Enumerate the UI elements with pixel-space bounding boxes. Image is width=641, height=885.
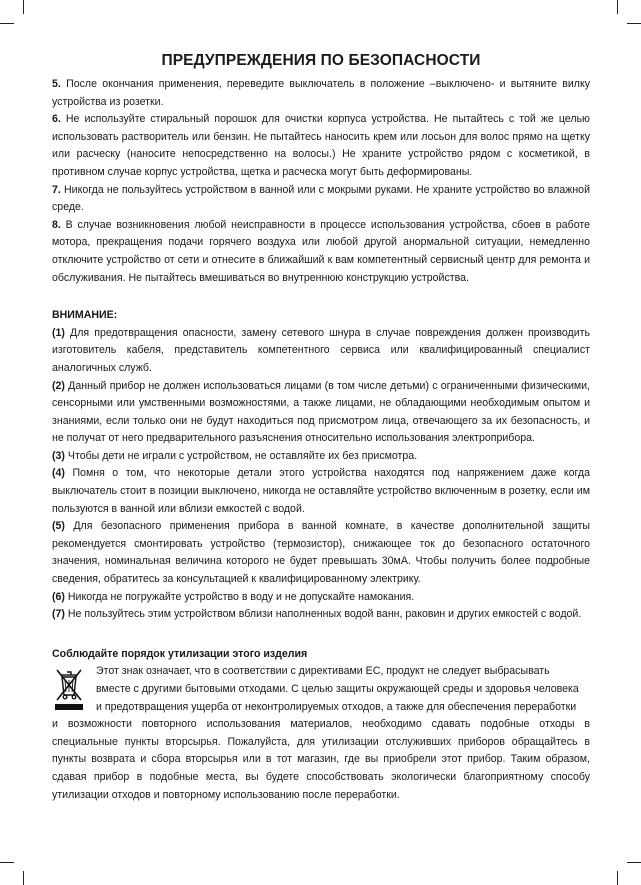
warning-item: 5. После окончания применения, переведите выключатель в положение –выключено- и вытяните вилку устройства из розетки. bbox=[52, 78, 590, 108]
attention-item: (5) Для безопасного применения прибора в ванной комнате, в качестве дополнительной защиты рекомендуется смонтировать устройство (термозистор), снижающее ток до безопасного остаточного значения, номинальная величина которого не будет превышать 30мА. Чтобы получить более подробные сведения, обратитесь за консультацией к квалифицированному электрику. bbox=[52, 520, 590, 586]
warning-item: 8. В случае возникновения любой неисправности в процессе использования устройства, сбоев в работе мотора, прекращения подачи горячего воздуха или любой другой анормальной ситуации, немедленно отключите устройство от сети и отнесите в ближайший к вам компетентный сервисный центр для ремонта и обслуживания. Не пытайтесь вмешиваться во внутреннюю конструкцию устройства. bbox=[52, 218, 590, 284]
attention-item: (4) Помня о том, что некоторые детали этого устройства находятся под напряжением даже когда выключатель стоит в позиции выключено, никогда не оставляйте устройство включенным в розетку, если им пользуются в ванной или вблизи емкостей с водой. bbox=[52, 467, 590, 515]
crop-mark-top-right-h bbox=[627, 23, 641, 24]
numbered-warnings bbox=[52, 76, 590, 287]
disposal-heading: Соблюдайте порядок утилизации этого изделия bbox=[52, 647, 308, 660]
disposal-section bbox=[52, 646, 590, 804]
document-page bbox=[52, 52, 590, 804]
attention-heading: ВНИМАНИЕ: bbox=[52, 309, 118, 322]
warning-item: 7. Никогда не пользуйтесь устройством в ванной или с мокрыми руками. Не храните устройство во влажной среде. bbox=[52, 183, 590, 214]
crop-mark-top-right bbox=[617, 0, 618, 14]
page-title: ПРЕДУПРЕЖДЕНИЯ ПО БЕЗОПАСНОСТИ bbox=[161, 52, 481, 69]
attention-section bbox=[52, 307, 590, 624]
crop-mark-bottom-right-h bbox=[627, 862, 641, 863]
crop-mark-bottom-left bbox=[23, 871, 24, 885]
disposal-text: и возможности повторного использования материалов, необходимо сдавать подобные отходы в специальные пункты вторсырья. Пожалуйста, для утилизации отслуживших приборов обращайтесь в пункты возврата и сбора вторсырья или в тот магазин, где вы приобрели этот прибор. Таким образом, сдавая прибор в подобные места, вы будете способствовать экологически благоприятному способу утилизации отходов и повторному использованию после переработки. bbox=[52, 718, 590, 801]
crop-mark-top-left-h bbox=[0, 23, 14, 24]
attention-item: (6) Никогда не погружайте устройство в воду и не допускайте намокания. bbox=[52, 590, 415, 603]
warning-item: 6. Не используйте стиральный порошок для очистки корпуса устройства. Не пытайтесь с той же целью использовать растворитель или бензин. Не пытайтесь наносить крем или лосьон для волос прямо на щетку или расческу (наносите непосредственно на волосы.) Не храните устройство рядом с косметикой, в противном случае корпус устройства, щетка и расческа могут быть деформированы. bbox=[52, 113, 590, 178]
attention-item: (1) Для предотвращения опасности, замену сетевого шнура в случае повреждения должен производить изготовитель кабеля, представитель компетентного сервиса или квалифицированный специалист аналогичных служб. bbox=[52, 326, 590, 374]
disposal-line: и предотвращения ущерба от неконтролируемых отходов, а также для обеспечения переработки bbox=[96, 700, 577, 713]
crop-mark-bottom-left-h bbox=[0, 862, 14, 863]
attention-item: (7) Не пользуйтесь этим устройством вблизи наполненных водой ванн, раковин и других емкостей с водой. bbox=[52, 608, 582, 621]
attention-item: (3) Чтобы дети не играли с устройством, не оставляйте их без присмотра. bbox=[52, 449, 418, 462]
crop-mark-top-left bbox=[23, 0, 24, 14]
disposal-line: Этот знак означает, что в соответствии с директивами ЕС, продукт не следует выбрасывать bbox=[96, 665, 550, 678]
attention-item: (2) Данный прибор не должен использоваться лицами (в том числе детьми) с ограниченными физическими, сенсорными или умственными возможностями, а также лицами, не обладающими необходимым опытом и знаниями, если только они не будут находиться под присмотром лица, отвечающего за их безопасность, и не получат от него предварительного разъяснения относительно использования электроприбора. bbox=[52, 379, 590, 445]
disposal-line: вместе с другими бытовыми отходами. С целью защиты окружающей среды и здоровья человека bbox=[96, 683, 579, 695]
crop-mark-bottom-right bbox=[617, 871, 618, 885]
crossed-out-wheelie-bin-icon bbox=[52, 665, 86, 711]
